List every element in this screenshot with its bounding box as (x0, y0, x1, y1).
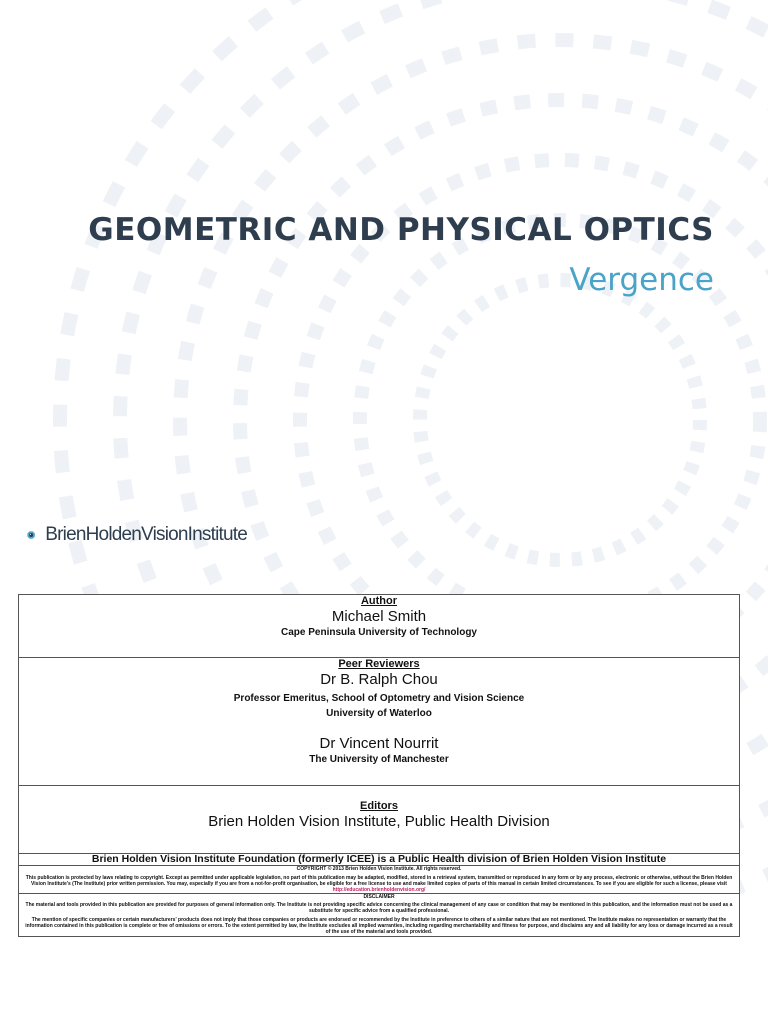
document-title: GEOMETRIC AND PHYSICAL OPTICS (88, 212, 714, 248)
copyright-link[interactable]: http://education.brienholdenvision.org/ (332, 887, 426, 893)
author-label: Author (360, 595, 398, 607)
author-affiliation: Cape Peninsula University of Technology (281, 627, 477, 638)
background-arc (420, 280, 700, 560)
editors-cell (19, 786, 740, 854)
disclaimer-text1: The material and tools provided in this publication are provided for purposes of general information only. The Institute is not providing specific advice concerning the clinical management of any case or condition that may be mentioned in this publication, and the information must not be used as a substitute for specific advice from a qualified professional. (25, 902, 733, 914)
foundation-line: Brien Holden Vision Institute Foundation (formerly ICEE) is a Public Health division of Brien Holden Vision Institute (91, 853, 667, 865)
eye-logo-icon (27, 516, 35, 554)
copyright-text: This publication is protected by laws relating to copyright. Except as permitted under applicable legislation, no part of this publication may be adapted, modified, stored in a retrieval system, transmitted or reproduced in any form or by any process, electronic or otherwise, without the Brien Holden Vision Institute's (The Institute) prior written permission. You may, especially if you are from a not-for-profit organisation, be eligible for a free license to use and make limited copies of parts of this manual in certain limited circumstances. To see if you are eligible for such a license, please visit (25, 875, 733, 887)
reviewer2-affiliation: The University of Manchester (309, 754, 449, 765)
credits-table (18, 594, 740, 937)
brien-holden-logo (27, 512, 247, 558)
reviewer1-affiliation2: University of Waterloo (326, 708, 432, 719)
reviewers-label: Peer Reviewers (338, 658, 420, 670)
reviewer2-name: Dr Vincent Nourrit (319, 735, 439, 752)
disclaimer-text2: The mention of specific companies or certain manufacturers' products does not imply that those companies or products are endorsed or recommended by the Institute in preference to others of a similar nature that are not mentioned. The Institute makes no representation or warranty that the information contained in this publication is complete or free of omissions or errors. To the extent permitted by law, the Institute excludes all implied warranties, including regarding merchantability and fitness for purpose, and disclaims any and all liability for any loss or damage incurred as a result of the use of the material and tools provided. (25, 917, 733, 935)
author-cell (19, 595, 740, 658)
reviewer1-name: Dr B. Ralph Chou (320, 671, 438, 688)
copyright-cell (19, 866, 740, 894)
foundation-cell (19, 854, 740, 866)
disclaimer-cell (19, 894, 740, 937)
author-name: Michael Smith (331, 608, 427, 625)
editors-label: Editors (360, 800, 398, 812)
editors-name: Brien Holden Vision Institute, Public Health Division (208, 813, 550, 830)
logo-wordmark: BrienHoldenVisionInstitute (45, 524, 247, 545)
reviewers-cell (19, 658, 740, 786)
copyright-line: COPYRIGHT © 2013 Brien Holden Vision Institute. All rights reserved. (296, 866, 462, 872)
reviewer1-affiliation1: Professor Emeritus, School of Optometry and Vision Science (233, 693, 525, 704)
document-subtitle: Vergence (569, 262, 714, 298)
disclaimer-label: DISCLAIMER (363, 894, 395, 900)
